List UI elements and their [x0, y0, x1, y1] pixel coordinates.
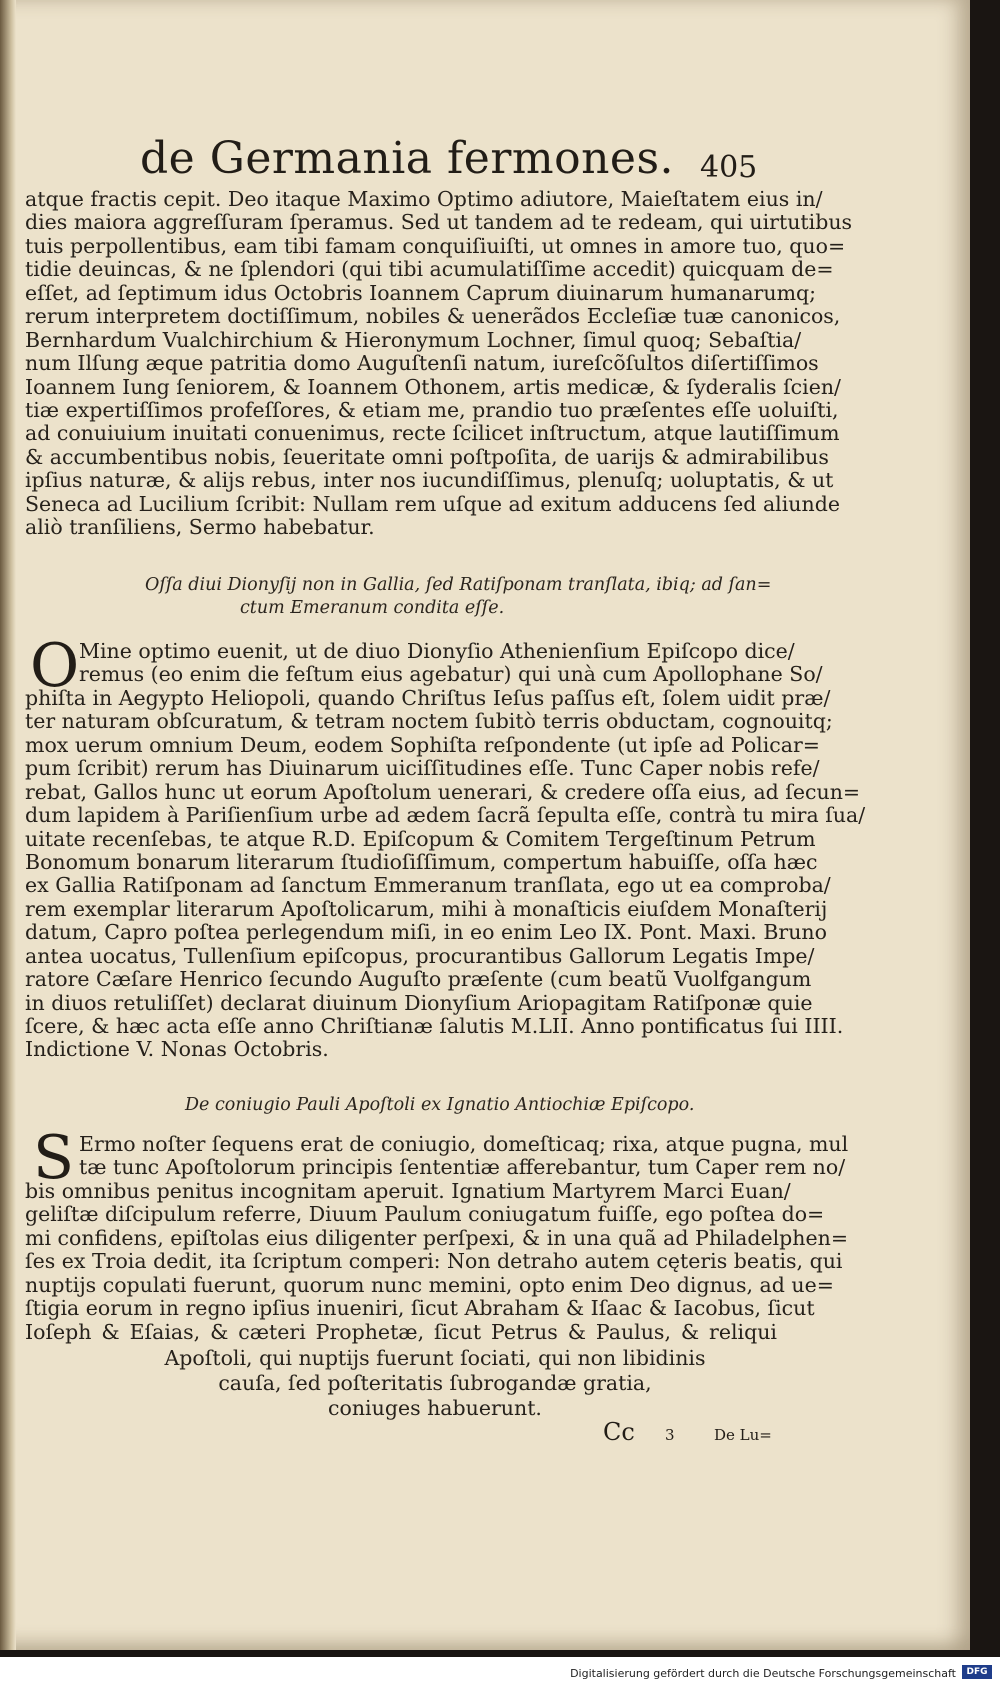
text-line: ſcere, & hæc acta eſſe anno Chriſtianæ ſalutis M.LII. Anno pontificatus ſui IIII.: [25, 1014, 844, 1038]
page-gutter: [0, 0, 16, 1650]
text-line: ipſius naturæ, & alijs rebus, inter nos iucundiſſimus, plenuſq; uoluptatis, & ut: [25, 468, 834, 493]
text-line: dies maiora aggreſſuram ſperamus. Sed ut tandem ad te redeam, qui uirtutibus: [25, 210, 853, 235]
text-line: ſtigia eorum in regno ipſius inueniri, ſicut Abraham & Iſaac & Iacobus, ſicut: [25, 1296, 815, 1321]
signature-number: 3: [665, 1426, 675, 1444]
text-line: tuis perpollentibus, eam tibi famam conquiſiuiſti, ut omnes in amore tuo, quo=: [25, 233, 846, 258]
text-line: atque fractis cepit. Deo itaque Maximo Optimo adiutore, Maieſtatem eius in/: [25, 187, 823, 211]
text-line: rem exemplar literarum Apoſtolicarum, mihi à monaſticis eiuſdem Monaſterij: [25, 896, 828, 921]
text-line: mi confidens, epiſtolas eius diligenter perſpexi, & in una quã ad Philadelphen=: [25, 1225, 849, 1250]
text-line: tiæ expertiſſimos profeſſores, & etiam me, prandio tuo præſentes eſſe uoluiſti,: [25, 397, 839, 422]
text-line: geliſtæ diſcipulum referre, Diuum Paulum coniugatum fuiſſe, ego poſtea do=: [25, 1202, 825, 1227]
text-line: ex Gallia Ratiſponam ad ſanctum Emmeranum tranſlata, ego ut ea comproba/: [25, 873, 831, 898]
text-line: tidie deuincas, & ne ſplendori (qui tibi acumulatiſſime accedit) quicquam de=: [25, 257, 834, 282]
text-line: Mine optimo euenit, ut de diuo Dionyſio Athenienſium Epiſcopo dice/: [79, 639, 795, 663]
text-line: ſes ex Troia dedit, ita ſcriptum comperi: Non detraho autem cęteris beatis, qui: [25, 1249, 843, 1274]
text-line: antea uocatus, Tullenſium epiſcopus, procurantibus Gallorum Legatis Impe/: [25, 943, 815, 968]
text-line: ter naturam obſcuratum, & tetram noctem ſubitò terris obductam, cognouitq;: [25, 709, 833, 734]
paragraph-intro: [25, 187, 853, 540]
text-line: & accumbentibus nobis, ſeueritate omni poſtpoſita, de uarijs & admirabilibus: [25, 444, 829, 469]
text-line: Seneca ad Lucilium ſcribit: Nullam rem uſque ad exitum adducens ſed aliunde: [25, 491, 840, 516]
rubric-heading-line: ctum Emeranum condita eſſe.: [240, 598, 505, 618]
rubric-heading-line: Oſſa diui Dionyſij non in Gallia, ſed Ratiſponam tranſlata, ibiq; ad ſan=: [145, 575, 772, 595]
text-line: rerum interpretem doctiſſimum, nobiles & uenerãdos Eccleſiæ tuæ canonicos,: [25, 304, 841, 329]
text-line: mox uerum omnium Deum, eodem Sophiſta reſpondente (ut ipſe ad Policar=: [25, 732, 820, 757]
text-line: ratore Cæſare Henrico ſecundo Auguſto præſente (cum beatũ Vuolfgangum: [25, 967, 812, 992]
text-line: Indictione V. Nonas Octobris.: [25, 1037, 329, 1062]
signature-mark: Cc: [603, 1418, 635, 1446]
dfg-logo: DFG: [962, 1665, 992, 1679]
closing-line: cauſa, ſed poſteritatis ſubrogandæ gratia,: [218, 1371, 652, 1395]
text-line: datum, Capro poſtea perlegendum miſi, in eo enim Leo IX. Pont. Maxi. Bruno: [25, 920, 827, 945]
text-line: remus (eo enim die feſtum eius agebatur) qui unà cum Apollophane So/: [79, 662, 823, 687]
text-line: rebat, Gallos hunc ut eorum Apoſtolum uenerari, & credere oſſa eius, ad ſecun=: [25, 779, 861, 804]
text-line: Bernhardum Vualchirchium & Hieronymum Lochner, ſimul quoq; Sebaſtia/: [25, 327, 802, 352]
running-head: de Germania fermones.: [140, 133, 675, 184]
rubric-heading: De coniugio Pauli Apoſtoli ex Ignatio Antiochiæ Epiſcopo.: [185, 1095, 695, 1115]
text-line: bis omnibus penitus incognitam aperuit. Ignatium Martyrem Marci Euan/: [25, 1178, 791, 1203]
text-line: Ioannem Iung ſeniorem, & Ioannem Othonem, artis medicæ, & ſyderalis ſcien/: [25, 374, 841, 399]
text-line: eſſet, ad ſeptimum idus Octobris Ioannem Caprum diuinarum humanarumq;: [25, 280, 817, 305]
text-line: Bonomum bonarum literarum ſtudioſiſſimum, compertum habuiſſe, oſſa hæc: [25, 849, 818, 874]
text-line: Ioſeph & Eſaias, & cæteri Prophetæ, ſicut Petrus & Paulus, & reliqui: [25, 1319, 777, 1344]
closing-line: Apoſtoli, qui nuptijs fuerunt ſociati, qui non libidinis: [164, 1346, 706, 1370]
text-line: in diuos retuliſſet) declarat diuinum Dionyſium Ariopagitam Ratiſponæ quie: [25, 990, 813, 1015]
text-line: num Ilſung æque patritia domo Auguſtenſi natum, iureſcõſultos diſertiſſimos: [25, 351, 819, 376]
text-line: uitate recenſebas, te atque R.D. Epiſcopum & Comitem Tergeſtinum Petrum: [25, 826, 816, 851]
page-number: 405: [700, 150, 758, 185]
text-line: dum lapidem à Pariſienſium urbe ad ædem ſacrã ſepulta eſſe, contrà tu mira ſua/: [25, 803, 866, 828]
closing-line: coniuges habuerunt.: [328, 1396, 542, 1420]
text-line: tæ tunc Apoſtolorum principis ſententiæ afferebantur, tum Caper rem no/: [79, 1155, 846, 1180]
catchword: De Lu=: [714, 1426, 772, 1444]
funding-credit: Digitalisierung gefördert durch die Deutsche Forschungsgemeinschaft: [570, 1667, 956, 1680]
paragraph-dionysius: [25, 639, 866, 1062]
text-line: nuptijs copulati fuerunt, quorum nunc memini, opto enim Deo dignus, ad ue=: [25, 1272, 834, 1297]
drop-capital: O: [30, 631, 80, 701]
text-line: pum ſcribit) rerum has Diuinarum uiciſſitudines eſſe. Tunc Caper nobis refe/: [25, 756, 820, 781]
text-line: aliò tranſiliens, Sermo habebatur.: [25, 515, 375, 540]
paragraph-marriage: [25, 1132, 849, 1344]
drop-capital: S: [33, 1123, 75, 1193]
text-line: ad conuiuium inuitati conuenimus, recte ſcilicet inſtructum, atque lautiſſimum: [25, 421, 840, 446]
text-line: phiſta in Aegypto Heliopoli, quando Chriſtus Ieſus paſſus eſt, ſolem uidit præ/: [25, 685, 831, 710]
text-line: Ermo noſter ſequens erat de coniugio, domeſticaq; rixa, atque pugna, mul: [79, 1132, 849, 1156]
